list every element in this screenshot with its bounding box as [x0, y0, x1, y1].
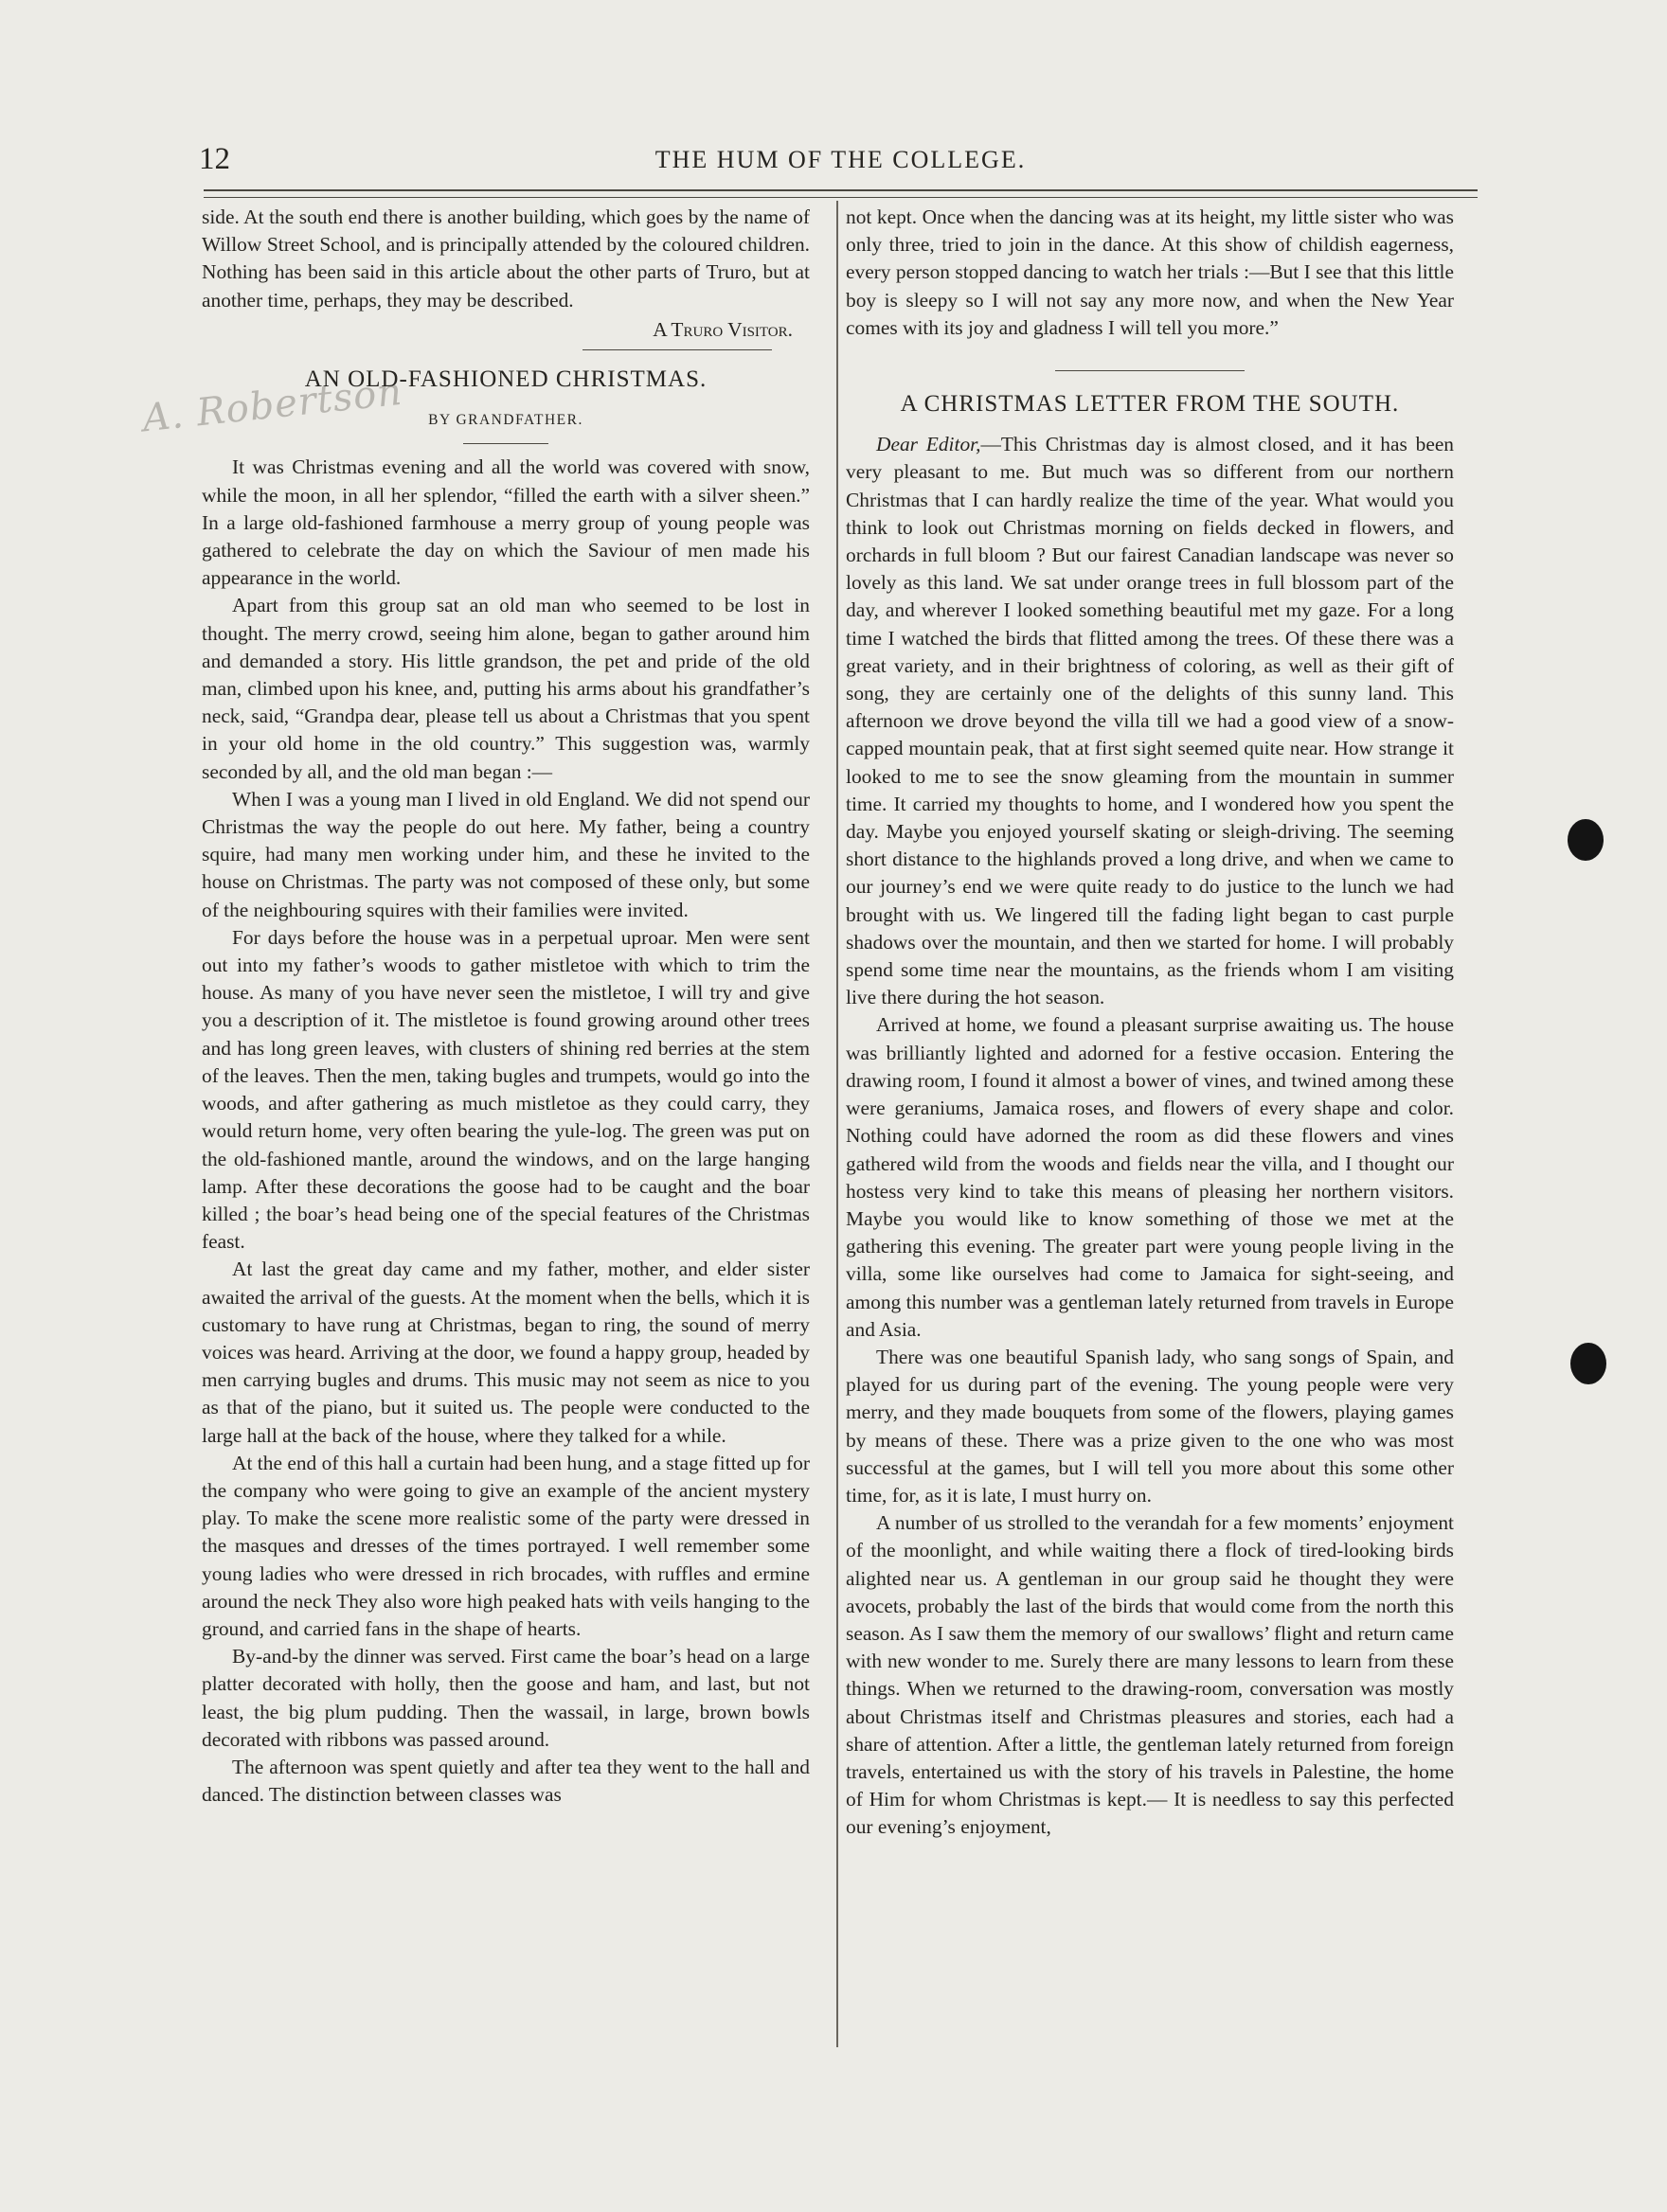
paragraph: By-and-by the dinner was served. First came the boar’s head on a large platter decorated with holly, then the goose and ham, and last, but not least, the big plum pudding. Then the wassail, in large, brown bowls decorated with ribbons was passed around.	[202, 1645, 810, 1751]
right-column	[846, 204, 1454, 1842]
paragraph: At last the great day came and my father, mother, and elder sister awaited the arrival of the guests. At the moment when the bells, which it is customary to have rung at Christmas, began to ring, the sound of merry voices was heard. Arriving at the door, we found a happy group, headed by men carrying bugles and drums. This music may not seem as nice to you as that of the piano, but it suited us. The people were conducted to the large hall at the back of the house, where they talked for a while.	[202, 1258, 810, 1447]
byline: BY GRANDFATHER.	[428, 412, 583, 429]
paragraph: The afternoon was spent quietly and after tea they went to the hall and danced. The distinction between classes was	[202, 1755, 810, 1807]
paragraph: When I was a young man I lived in old England. We did not spend our Christmas the way the people do out here. My father, being a country squire, had many men working under him, and these he invited to the house on Christmas. The party was not composed of these only, but some of the neighbouring squires with their families were invited.	[202, 787, 810, 921]
paragraph: At the end of this hall a curtain had been hung, and a stage fitted up for the company who were going to give an example of the ancient mystery play. To make the scene more realistic some of the party were dressed in the masques and dresses of the times portrayed. I well remember some young ladies who were dressed in rich brocades, with ruffles and ermine around the neck They also wore high peaked hats with veils hanging to the ground, and carried fans in the shape of hearts.	[202, 1451, 810, 1640]
paragraph: For days before the house was in a perpetual uproar. Men were sent out into my father’s woods to gather mistletoe with which to trim the house. As many of you have never seen the mistletoe, I will try and give you a description of it. The mistletoe is found growing around other trees and has long green leaves, with clusters of shining red berries at the stem of the leaves. Then the men, taking bugles and trumpets, would go into the woods, and after gathering as much mistletoe as they could carry, they would return home, very often bearing the yule-log. The green was put on the old-fashioned mantle, around the windows, and on the large hanging lamp. After these decorations the goose had to be caught and the boar killed ; the boar’s head being one of the special features of the Christmas feast.	[202, 925, 810, 1254]
paragraph: Arrived at home, we found a pleasant surprise awaiting us. The house was brilliantly lighted and adorned for a festive occasion. Entering the drawing room, I found it almost a bower of vines, and twined among these were geraniums, Jamaica roses, and flowers of every shape and color. Nothing could have adorned the room as did these flowers and vines gathered wild from the woods and fields near the villa, and I thought our hostess very kind to take this means of pleasing her northern visitors. Maybe you would like to know something of those we met at the gathering this evening. The greater part were young people living in the villa, some like ourselves had come to Jamaica for sight-seeing, and among this number was a gentleman lately returned from travels in Europe and Asia.	[846, 1013, 1454, 1341]
paragraph: It was Christmas evening and all the world was covered with snow, while the moon, in all her splendor, “filled the earth with a silver sheen.” In a large old-fashioned farmhouse a merry group of young people was gathered to celebrate the day on which the Saviour of men made his appearance in the world.	[202, 455, 810, 590]
story-continuation: not kept. Once when the dancing was at its height, my little sister who was only three, tried to join in the dance. At this show of childish eagerness, every person stopped dancing to watch her trials :—But I see that this little boy is sleepy so I will not say any more now, and when the New Year comes with its joy and gladness I will tell you more.”	[846, 205, 1454, 339]
letter-opening	[846, 431, 1454, 1011]
header-rule	[204, 189, 1478, 198]
paragraph: Apart from this group sat an old man who seemed to be lost in thought. The merry crowd, seeing him alone, began to gather around him and demanded a story. His little grandson, the pet and pride of the old man, climbed upon his knee, and, putting his arms about his grandfather’s neck, said, “Grandpa dear, please tell us about a Christmas that you spent in your old home in the old country.” This suggestion was, warmly seconded by all, and the old man began :—	[202, 594, 810, 783]
salutation: Dear Editor,	[876, 433, 981, 456]
handwritten-margin-note: A. Robertson	[140, 369, 405, 441]
intro-signature: A Truro Visitor.	[653, 317, 793, 341]
section-divider	[1055, 370, 1245, 371]
section-divider	[583, 349, 772, 350]
paragraph: There was one beautiful Spanish lady, who sang songs of Spain, and played for us during part of the evening. The young people were very merry, and they made bouquets from some of the flowers, playing games by means of these. There was a prize given to the one who was most successful at the games, but I will tell you more about this some other time, for, as it is late, I must hurry on.	[846, 1345, 1454, 1507]
article-title-letter: A CHRISTMAS LETTER FROM THE SOUTH.	[900, 391, 1400, 418]
article-title-christmas: AN OLD-FASHIONED CHRISTMAS.	[304, 366, 708, 393]
page-header	[199, 142, 1482, 180]
letter-first-paragraph: —This Christmas day is almost closed, and it has been very pleasant to me. But much was so different from our northern Christmas that I can hardly realize the time of the year. What would you think to look out Christmas morning on fields decked in flowers, and orchards in full bloom ? But our fairest Canadian landscape was never so lovely as this land. We sat under orange trees in full blossom part of the day, and wherever I looked something beautiful met my gaze. For a long time I watched the birds that flitted among the trees. Of these there was a great variety, and in their brightness of coloring, as well as their gift of song, they are certainly one of the delights of this sunny land. This afternoon we drove beyond the villa till we had a good view of a snow-capped mountain peak, that at first sight seemed quite near. How strange it looked to me to see the snow gleaming from the mountain in summer time. It carried my thoughts to home, and I wondered how you spent the day. Maybe you enjoyed yourself skating or sleigh-driving. The seeming short distance to the highlands proved a long drive, and when we came to our journey’s end we were quite ready to do justice to the lunch we had brought with us. We lingered till the fading light began to cast purple shadows over the mountain, and then we started for home. I will probably spend some time near the mountains, as the friends whom I am visiting live there during the hot season.	[846, 433, 1455, 1009]
byline-rule	[463, 443, 548, 444]
page-number: 12	[199, 142, 230, 176]
running-head: THE HUM OF THE COLLEGE.	[654, 146, 1027, 173]
binding-hole	[1568, 819, 1604, 861]
left-column	[202, 204, 810, 1809]
column-divider	[836, 201, 838, 2047]
binding-hole	[1570, 1343, 1606, 1384]
paragraph: A number of us strolled to the verandah for a few moments’ enjoyment of the moonlight, and while waiting there a flock of tired-looking birds alighted near us. A gentleman in our group said he thought they were avocets, probably the last of the birds that would come from the north this season. As I saw them the memory of our swallows’ flight and return came with new wonder to me. Surely there are many lessons to learn from these things. When we returned to the drawing-room, conversation was mostly about Christmas itself and Christmas pleasures and stories, each had a share of attention. After a little, the gentleman lately returned from foreign travels, entertained us with the story of his travels in Palestine, the home of Him for whom Christmas is kept.— It is needless to say this perfected our evening’s enjoyment,	[846, 1511, 1454, 1839]
intro-continuation: side. At the south end there is another building, which goes by the name of Willow Street School, and is principally attended by the coloured children. Nothing has been said in this article about the other parts of Truro, but at another time, perhaps, they may be described.	[202, 205, 810, 312]
